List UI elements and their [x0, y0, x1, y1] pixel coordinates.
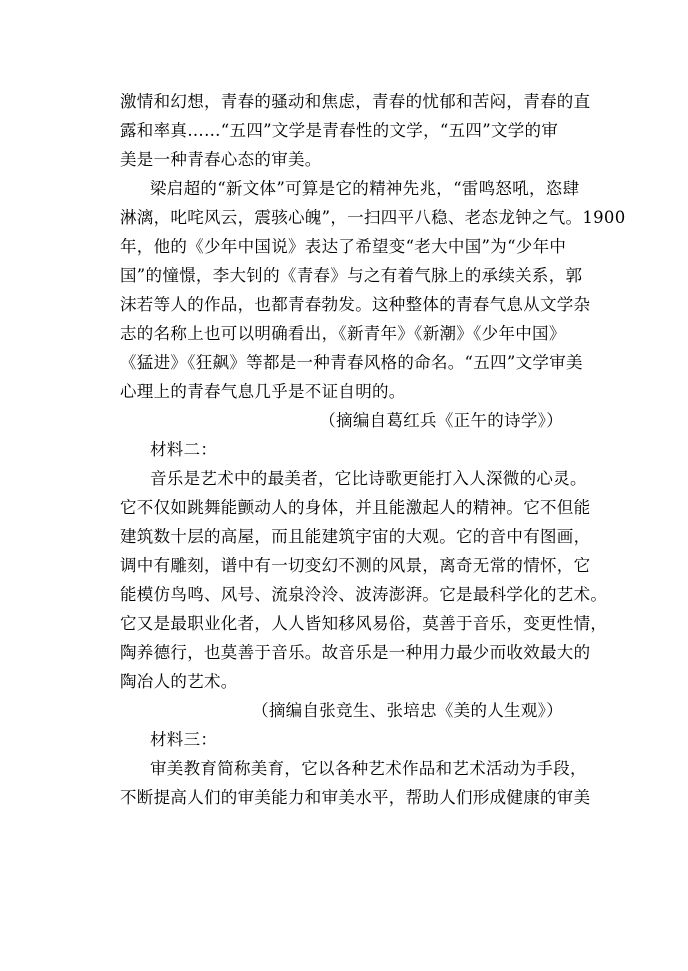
text-line: 建筑数十层的高屋，而且能建筑宇宙的大观。它的音中有图画，	[120, 527, 591, 546]
text-line: 不断提高人们的审美能力和审美水平，帮助人们形成健康的审美	[120, 788, 591, 807]
source-citation: （摘编自张竞生、张培忠《美的人生观》）	[252, 701, 563, 720]
text-line: 国”的憧憬，李大钊的《青春》与之有着气脉上的承续关系，郭	[120, 266, 583, 285]
section-heading: 材料三：	[150, 730, 218, 749]
text-line: 淋漓，叱咤风云，震骇心魄”，一扫四平八稳、老态龙钟之气。1900	[120, 208, 626, 227]
text-line: 陶养德行，也莫善于音乐。故音乐是一种用力最少而收效最大的	[120, 643, 591, 662]
text-line: 调中有雕刻，谱中有一切变幻不测的风景，离奇无常的情怀，它	[120, 556, 591, 575]
text-line: 心理上的青春气息几乎是不证自明的。	[120, 382, 406, 401]
text-line: 露和率真……“五四”文学是青春性的文学，“五四”文学的审	[120, 121, 559, 140]
paragraph-first-line: 梁启超的“新文体”可算是它的精神先兆，“雷鸣怒吼，恣肆	[150, 179, 580, 198]
paragraph-first-line: 审美教育简称美育，它以各种艺术作品和艺术活动为手段，	[150, 759, 587, 778]
text-line: 它又是最职业化者，人人皆知移风易俗，莫善于音乐，变更性情，	[120, 614, 608, 633]
text-line: 陶冶人的艺术。	[120, 672, 238, 691]
text-line: 志的名称上也可以明确看出，《新青年》《新潮》《少年中国》	[120, 324, 566, 343]
paragraph-first-line: 音乐是艺术中的最美者，它比诗歌更能打入人深微的心灵。	[150, 469, 587, 488]
section-heading: 材料二：	[150, 440, 218, 459]
text-line: 激情和幻想，青春的骚动和焦虑，青春的忧郁和苦闷，青春的直	[120, 92, 591, 111]
text-line: 年，他的《少年中国说》表达了希望变“老大中国”为“少年中	[120, 237, 567, 256]
text-line: 美是一种青春心态的审美。	[120, 150, 322, 169]
text-line: 沫若等人的作品，也都青春勃发。这种整体的青春气息从文学杂	[120, 295, 591, 314]
text-line: 能模仿鸟鸣、风号、流泉泠泠、波涛澎湃。它是最科学化的艺术。	[120, 585, 608, 604]
source-citation: （摘编自葛红兵《正午的诗学》）	[319, 411, 563, 430]
text-line: 它不仅如跳舞能颤动人的身体，并且能激起人的精神。它不但能	[120, 498, 591, 517]
document-page	[120, 87, 626, 812]
text-line: 《猛进》《狂飙》等都是一种青春风格的命名。“五四”文学审美	[120, 353, 583, 372]
